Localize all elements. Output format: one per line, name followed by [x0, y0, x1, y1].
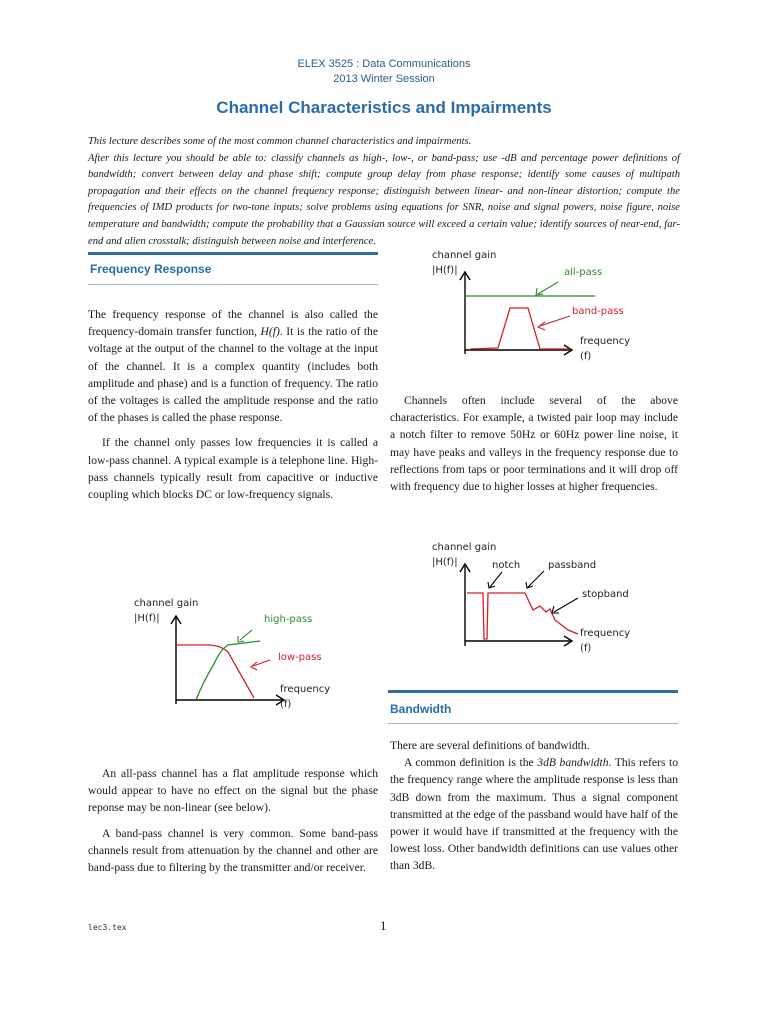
- fig1-ylabel: [432, 248, 496, 278]
- abstract-objectives: After this lecture you should be able to: classify channels as high-, low-, or band-pass; use -dB and percentage power definitions of bandwidth; convert between delay and phase shift; compute group delay from phase response; identify some causes of multipath propagation and their effects on the channel frequency response; distinguish between linear- and non-linear distortion; compute the frequencies of IMD products for two-tone inputs; solve problems using equations for SNR, noise and signal powers, noise figure, noise temperature and bandwidth; compute the probability that a Gaussian source will exceed a certain value; identify sources of near-end, far-end and alien crosstalk; distinguish between noise and interference.: [88, 152, 680, 247]
- left-column-text-top: [88, 306, 378, 503]
- fig2-series-b-label: low-pass: [278, 652, 322, 663]
- bandpass-pointer: [540, 316, 570, 326]
- p1-pre: The frequency response of the channel is also called the frequency-domain transfer function,: [88, 308, 378, 339]
- p2-pre: A common definition is the: [404, 756, 538, 770]
- fig3-ylabel-line2: |H(f)|: [432, 557, 458, 568]
- fig3-xlabel-line1: frequency: [580, 628, 631, 639]
- fig2-xlabel-line1: frequency: [280, 684, 331, 695]
- math-hf: H(f): [260, 325, 280, 339]
- highpass-pointer: [240, 630, 252, 640]
- fig1-ylabel-line2: |H(f)|: [432, 265, 458, 276]
- paragraph-low-pass: If the channel only passes low frequencies it is called a low-pass channel. A typical example is a telephone line. High-pass channels typically result from capacitive or inductive coupling which blocks DC or low-frequency signals.: [88, 436, 378, 502]
- figure-highpass-lowpass: [120, 592, 380, 722]
- course-header: ELEX 3525 : Data Communications: [297, 58, 471, 70]
- bandpass-curve: [470, 308, 570, 349]
- allpass-pointer: [538, 282, 558, 294]
- fig3-stopband-label: stopband: [582, 589, 629, 600]
- fig2-xlabel-line2: (f): [280, 699, 292, 710]
- fig1-xlabel-line2: (f): [580, 351, 592, 362]
- section-title-frequency-response: Frequency Response: [90, 262, 212, 276]
- section-bar: [388, 690, 678, 693]
- fig1-xlabel-line1: frequency: [580, 336, 631, 347]
- fig1-ylabel-line1: channel gain: [432, 250, 497, 261]
- session-header: 2013 Winter Session: [333, 73, 435, 85]
- fig3-passband-label: passband: [548, 560, 597, 571]
- page-number: 1: [380, 918, 387, 933]
- notch-pointer: [490, 572, 502, 587]
- fig3-xlabel: [580, 626, 630, 656]
- abstract: [88, 134, 680, 250]
- paragraph-all-pass: An all-pass channel has a flat amplitude response which would appear to have no effect on the signal but the phase reponse may be non-linear (see below).: [88, 767, 378, 815]
- fig3-ylabel: [432, 540, 496, 570]
- paragraph-bandwidth-defs: There are several definitions of bandwidth.: [390, 739, 590, 752]
- abstract-intro: This lecture describes some of the most common channel characteristics and impairments.: [88, 136, 472, 147]
- fig2-series-a-label: high-pass: [264, 614, 313, 625]
- bandwidth-text: [390, 737, 678, 875]
- fig1-xlabel: [580, 334, 630, 364]
- paragraph-3db-bandwidth: [390, 754, 678, 874]
- fig3-xlabel-line2: (f): [580, 643, 592, 654]
- right-column-text: [390, 392, 678, 495]
- term-3db-bandwidth: 3dB bandwidth: [537, 756, 609, 770]
- section-title-bandwidth: Bandwidth: [390, 702, 452, 716]
- fig3-ylabel-line1: channel gain: [432, 542, 497, 553]
- paragraph-channel-combination: Channels often include several of the above characteristics. For example, a twisted pair loop may include a notch filter to remove 50Hz or 60Hz power line noise, it may have peaks and valleys in the frequency response due to reflections from taps or poor terminations and it will drop off with frequency due to higher losses at higher frequencies.: [390, 394, 678, 494]
- stopband-pointer: [554, 598, 578, 612]
- p2-post: . This refers to the frequency range where the amplitude response is less than 3dB down from the maximum. Thus a signal component transmitted at the edge of the passband would have half of the power it would have if transmitted at the frequency with the lowest loss. Other bandwidth definitions can use values other than 3dB.: [390, 756, 678, 873]
- channel-response-curve: [467, 593, 578, 639]
- fig2-ylabel: [134, 596, 198, 626]
- figure-allpass-bandpass: [430, 246, 670, 368]
- footer-filename: lec3.tex: [88, 923, 127, 932]
- fig2-xlabel: [280, 682, 330, 712]
- passband-pointer: [528, 571, 544, 587]
- fig3-notch-label: notch: [492, 560, 521, 571]
- section-underline: [388, 723, 678, 724]
- fig1-series-b-label: band-pass: [572, 306, 624, 317]
- figure-notch-passband: [430, 538, 670, 662]
- section-bar: [88, 252, 378, 255]
- page-title: Channel Characteristics and Impairments: [216, 98, 552, 117]
- fig2-ylabel-line1: channel gain: [134, 598, 199, 609]
- fig2-ylabel-line2: |H(f)|: [134, 613, 160, 624]
- paragraph-transfer-function: [88, 306, 378, 426]
- section-underline: [88, 284, 378, 285]
- paragraph-band-pass: A band-pass channel is very common. Some band-pass channels result from attenuation by the channel and other are band-pass due to filtering by the transmitter and/or receiver.: [88, 826, 378, 875]
- left-column-text-bottom: [88, 765, 378, 876]
- lowpass-curve: [176, 645, 254, 698]
- fig1-series-a-label: all-pass: [564, 267, 603, 278]
- p1-post: . It is the ratio of the voltage at the output of the channel to the voltage at the input of the channel. It is a complex quantity (includes both amplitude and phase) and is a function of frequency. The ratio of the voltages is called the amplitude response and the ratio of the phases is called the phase response.: [88, 325, 378, 425]
